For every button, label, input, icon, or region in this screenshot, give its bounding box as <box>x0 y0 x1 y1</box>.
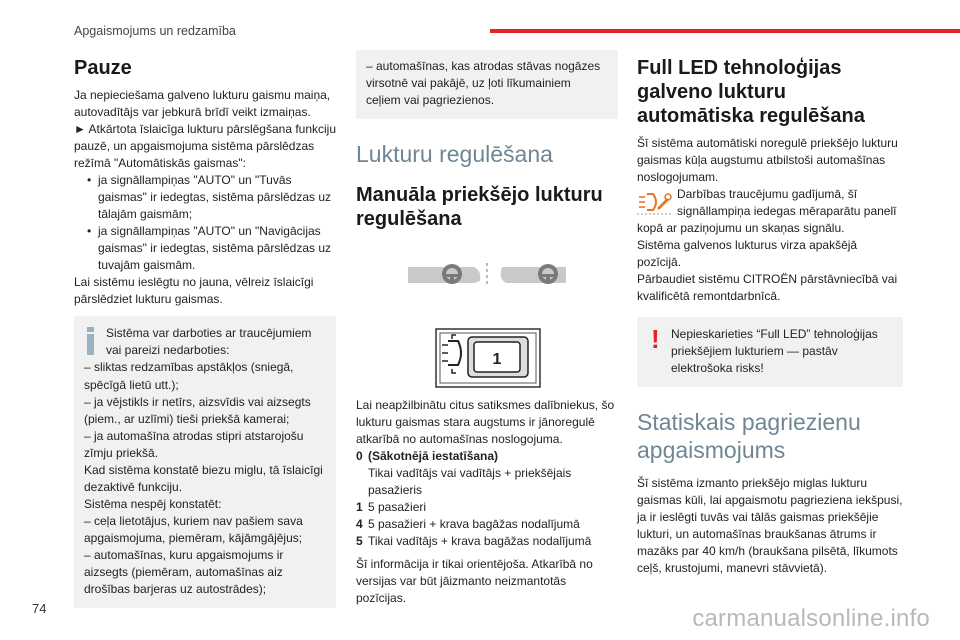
column-1 <box>74 50 336 608</box>
bullet-list <box>84 172 336 274</box>
section-title-static-cornering: Statiskais pagriezienu apgaismojums <box>637 409 861 463</box>
note-line: – automašīnas, kuru apgaismojums ir aizsegts (piemēram, automašīnas aiz drošības barjeras uz autostrādes); <box>84 547 284 596</box>
list-item <box>356 448 618 465</box>
warning-lamp-text: Darbības traucējumu gadījumā, šī signāllampiņa iedegas mēraparātu panelī kopā ar paziņojumu un skaņas signālu. <box>637 187 897 236</box>
header-accent-bar <box>490 29 960 33</box>
headlamp-warning-lamp-icon <box>637 188 673 216</box>
control-digit: 1 <box>492 350 502 368</box>
paragraph-intro: Ja nepieciešama galveno lukturu gaismu maiņa, autovadītājs var jebkurā brīdī veikt izmaiņas. <box>74 88 331 120</box>
column-2 <box>356 50 618 607</box>
list-item-text: Tikai vadītājs + krava bagāžas nodalījumā <box>368 533 592 548</box>
note-line: – ja automašīna atrodas stipri atstarojošu zīmju priekšā. <box>84 428 304 460</box>
info-note-continued <box>356 50 618 119</box>
paragraph-outro: Lai sistēmu ieslēgtu no jauna, vēlreiz īslaicīgi pārslēdziet lukturu gaismas. <box>74 275 314 307</box>
heading-manual-adjustment: Manuāla priekšējo lukturu regulēšana <box>356 183 603 230</box>
info-icon <box>86 327 96 355</box>
watermark: carmanualsonline.info <box>692 605 930 632</box>
heading-full-led: Full LED tehnoloģijas galveno lukturu automātiska regulēšana <box>637 57 865 127</box>
paragraph-cornering: Šī sistēma izmanto priekšējo miglas lukturu gaismas kūli, lai apgaismotu pagrieziena iekšpusi, ja ir ieslēgti tuvās vai tālās gaismas priekšējie lukturi, un automašīnas braukšanas ātrums ir mazāks par 40 km/h (braukšana pilsētā, līkumots ceļš, krustojumi, manevri stāvvietā). <box>637 475 903 575</box>
list-item-text: 5 pasažieri <box>368 499 427 514</box>
paragraph-adjust-outro: Šī informācija ir tikai orientējoša. Atkarībā no versijas var būt jāizmanto neizmantotās pozīcijas. <box>356 556 593 606</box>
page-header-title: Apgaismojums un redzamība <box>74 24 236 38</box>
list-item-text: Tikai vadītājs vai vadītājs + priekšējais pasažieris <box>368 465 572 497</box>
paragraph-action: ► Atkārtota īslaicīga lukturu pārslēgšana funkciju pauzē, un apgaismojuma sistēma pārslēdzas režīmā "Automātiskās gaismas": <box>74 122 337 171</box>
note-line: – ceļa lietotājus, kuriem nav pašiem sava apgaismojuma, piemēram, kājāmgājējus; <box>84 513 303 545</box>
paragraph-full-led-intro: Šī sistēma automātiski noregulē priekšējo lukturu gaismas kūļa augstumu atbilstoši automašīnas noslogojumam. <box>637 136 898 185</box>
warning-note-head <box>647 326 893 377</box>
paragraph-check-dealer: Pārbaudiet sistēmu CITROËN pārstāvniecībā vai kvalificētā remontdarbnīcā. <box>637 272 898 304</box>
list-item-title: (Sākotnējā iestatīšana) <box>368 448 499 463</box>
page-number: 74 <box>32 601 47 616</box>
position-list <box>356 448 618 550</box>
list-item-number: 1 <box>356 499 363 514</box>
list-item-number: 5 <box>356 533 363 548</box>
figure-illustration <box>356 241 618 391</box>
column-3 <box>637 50 903 577</box>
heading-pause: Pauze <box>74 57 132 79</box>
bullet-item: • ja signāllampiņas "AUTO" un "Tuvās gaismas" ir iedegtas, sistēma pārslēdzas uz tālajām gaismām; <box>84 172 336 223</box>
paragraph-lower-position: Sistēma galvenos lukturus virza apakšējā pozīcijā. <box>637 238 858 270</box>
info-note-lead: Sistēma var darboties ar traucējumiem vai pareizi nedarboties: <box>106 326 312 358</box>
list-item-number: 4 <box>356 516 363 531</box>
headlamp-control-icon <box>436 329 540 387</box>
note-line: – sliktas redzamības apstākļos (sniegā, spēcīgā lietū utt.); <box>84 360 294 392</box>
list-item <box>356 499 618 516</box>
paragraph-adjust-intro: Lai neapžilbinātu citus satiksmes dalībniekus, šo lukturu gaismas stara augstums ir jānoregulē atkarībā no automašīnas noslogojuma. <box>356 397 615 446</box>
note-line: Kad sistēma konstatē biezu miglu, tā īslaicīgi dezaktivē funkciju. <box>84 462 323 494</box>
right-steering-icon <box>501 264 566 284</box>
info-note-head <box>84 325 326 359</box>
warning-note <box>637 317 903 387</box>
note-line: Sistēma nespēj konstatēt: <box>84 496 222 511</box>
section-title-headlamp-adjustment: Lukturu regulēšana <box>356 141 553 168</box>
warning-text: Nepieskarieties “Full LED” tehnoloģijas priekšējiem lukturiem — pastāv elektrošoka risks! <box>671 327 878 376</box>
list-item-text: 5 pasažieri + krava bagāžas nodalījumā <box>368 516 580 531</box>
paragraph-warning-lamp <box>637 186 903 237</box>
info-note <box>74 316 336 608</box>
bullet-item: • ja signāllampiņas "AUTO" un "Navigācijas gaismas" ir iedegtas, sistēma pārslēdzas uz tuvajām gaismām. <box>84 223 336 274</box>
warning-icon: ! <box>651 324 660 355</box>
list-item <box>356 516 618 533</box>
note-line: – ja vējstikls ir netīrs, aizsvīdis vai aizsegts (piem., ar uzlīmi) tieši priekšā kamerai; <box>84 394 311 426</box>
left-steering-icon <box>408 264 480 284</box>
headlamp-adjustment-figure <box>356 241 618 391</box>
list-item <box>356 533 618 550</box>
list-item-number: 0 <box>356 448 363 463</box>
note-line: – automašīnas, kas atrodas stāvas nogāzes virsotnē vai pakājē, uz ļoti līkumainiem ceļiem vai pagriezienos. <box>366 59 601 108</box>
